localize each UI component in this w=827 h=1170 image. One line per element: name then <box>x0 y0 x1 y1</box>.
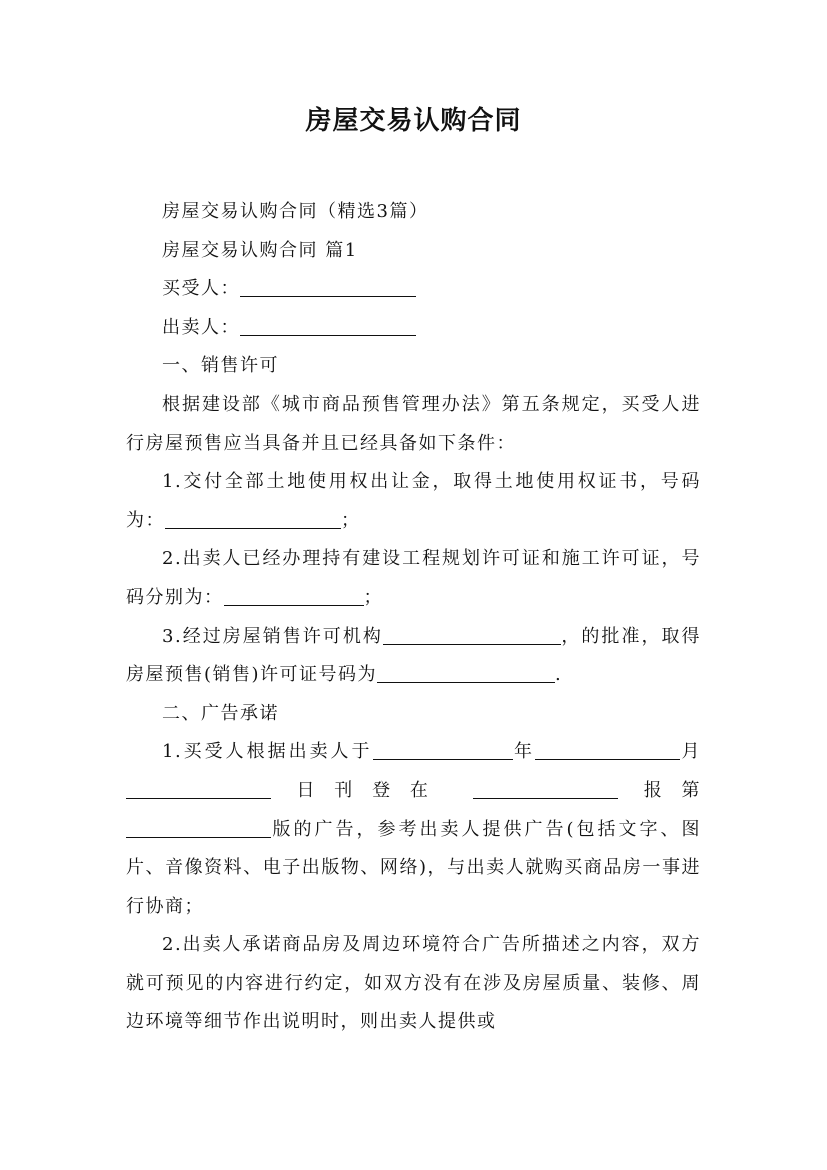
item1-end: ； <box>341 509 361 531</box>
land-cert-number-blank <box>165 510 341 529</box>
section2-item1 <box>126 733 701 926</box>
ad-month-blank <box>535 741 680 760</box>
seller-blank <box>240 317 416 336</box>
presale-permit-blank <box>377 664 555 683</box>
subtitle: 房屋交易认购合同（精选3篇） <box>162 201 429 222</box>
buyer-label: 买受人： <box>162 278 240 300</box>
section2-item2: 2.出卖人承诺商品房及周边环境符合广告所描述之内容，双方就可预见的内容进行约定，如双方没有在涉及房屋质量、装修、周边环境等细节作出说明时，则出卖人提供或 <box>126 934 701 1033</box>
item3-end: . <box>555 664 563 686</box>
item2-end: ； <box>363 586 383 608</box>
section1-item2 <box>126 540 701 617</box>
s2-item1-d: 日刊登在 <box>296 779 448 801</box>
item3-mid: ，的批准，取得房屋预售(销售)许可证号码为 <box>126 625 701 686</box>
ad-year-blank <box>373 741 513 760</box>
s2-item1-b: 年 <box>512 741 536 763</box>
seller-label: 出卖人： <box>162 316 240 338</box>
item2-text: 2.出卖人已经办理持有建设工程规划许可证和施工许可证，号码分别为： <box>126 548 701 608</box>
part-heading: 房屋交易认购合同 篇1 <box>162 239 358 261</box>
seller-line <box>126 309 701 348</box>
ad-day-blank <box>126 780 271 799</box>
s2-item1-a: 1.买受人根据出卖人于 <box>162 741 373 763</box>
permit-numbers-blank <box>224 587 364 606</box>
page-number-blank <box>126 819 271 838</box>
document-body <box>126 193 701 1042</box>
section1-item3 <box>126 618 701 695</box>
item3-text: 3.经过房屋销售许可机构 <box>162 625 383 647</box>
section1-intro: 根据建设部《城市商品预售管理办法》第五条规定，买受人进行房屋预售应当具备并且已经具备如下条件： <box>126 393 701 454</box>
buyer-blank <box>240 278 416 297</box>
section2-heading: 二、广告承诺 <box>162 702 279 724</box>
buyer-line <box>126 270 701 309</box>
s2-item1-e: 报第 <box>643 779 701 801</box>
document-title: 房屋交易认购合同 <box>305 106 522 136</box>
section1-heading: 一、销售许可 <box>162 355 279 377</box>
newspaper-blank <box>473 780 618 799</box>
authority-blank <box>383 626 561 645</box>
section1-item1 <box>126 463 701 540</box>
item1-text: 1.交付全部土地使用权出让金，取得土地使用权证书，号码为： <box>126 471 701 531</box>
s2-item1-c: 月 <box>680 741 702 763</box>
s2-item1-f: 版的广告，参考出卖人提供广告(包括文字、图片、音像资料、电子出版物、网络)，与出卖人就购买商品房一事进行协商； <box>126 818 701 917</box>
